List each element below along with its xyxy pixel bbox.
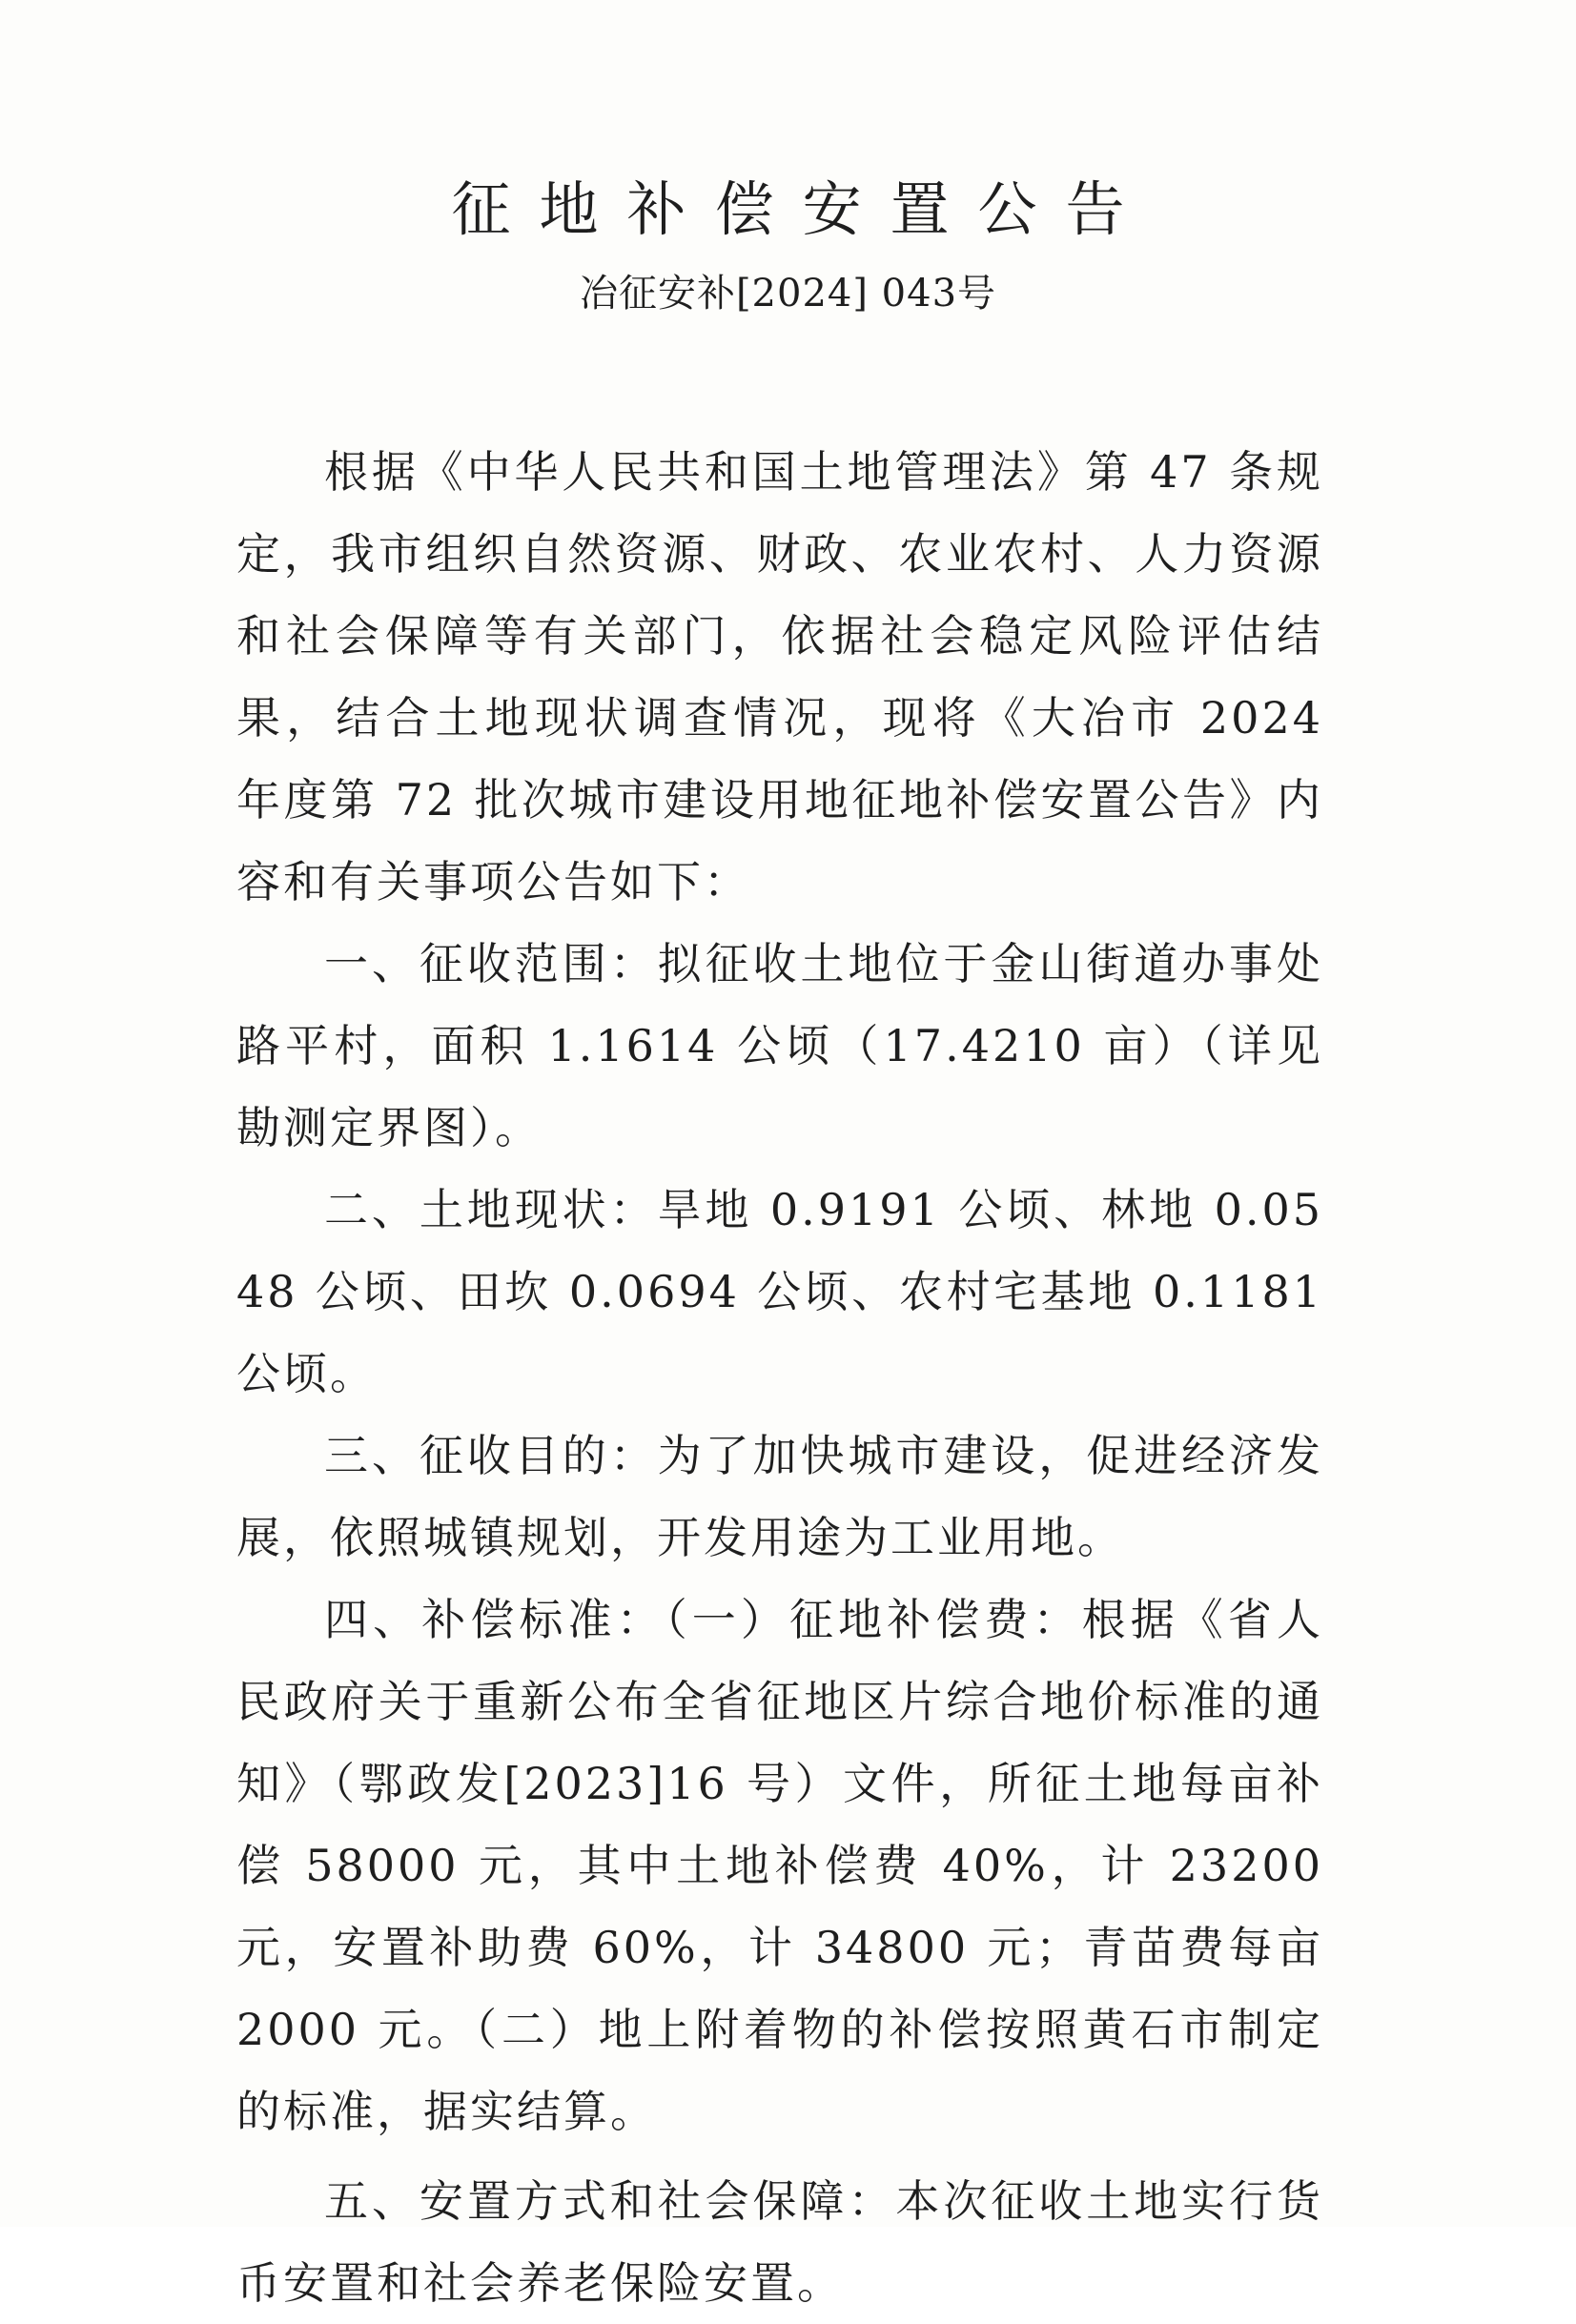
paragraph-purpose: 三、征收目的：为了加快城市建设，促进经济发展，依照城镇规划，开发用途为工业用地。 [236, 1430, 1323, 1563]
paragraph-intro: 根据《中华人民共和国土地管理法》第 47 条规定，我市组织自然资源、财政、农业农村、人力资源和社会保障等有关部门，依据社会稳定风险评估结果，结合土地现状调查情况，现将《大冶市 2024 年度第 72 批次城市建设用地征地补偿安置公告》内容和有关事项公告如下： [236, 446, 1323, 907]
paragraph-compensation: 四、补偿标准：（一）征地补偿费：根据《省人民政府关于重新公布全省征地区片综合地价标准的通知》（鄂政发[2023]16 号）文件，所征土地每亩补偿 58000 元，其中土地补偿费 40%，计 23200 元，安置补助费 60%，计 34800 元；青苗费每亩 2000 元。（二）地上附着物的补偿按照黄石市制定的标准，据实结算。 [236, 1594, 1323, 2137]
document-number: 冶征安补[2024] 043号 [579, 272, 997, 316]
paragraph-scope: 一、征收范围：拟征收土地位于金山街道办事处路平村，面积 1.1614 公顷（17.4210 亩）（详见勘测定界图）。 [236, 938, 1323, 1153]
paragraph-resettlement: 五、安置方式和社会保障：本次征收土地实行货币安置和社会养老保险安置。 [236, 2175, 1323, 2309]
document-title: 征地补偿安置公告 [451, 174, 1154, 244]
document-body [236, 431, 1323, 2324]
paragraph-land-status: 二、土地现状：旱地 0.9191 公顷、林地 0.0548 公顷、田坎 0.0694 公顷、农村宅基地 0.1181 公顷。 [236, 1184, 1323, 1399]
